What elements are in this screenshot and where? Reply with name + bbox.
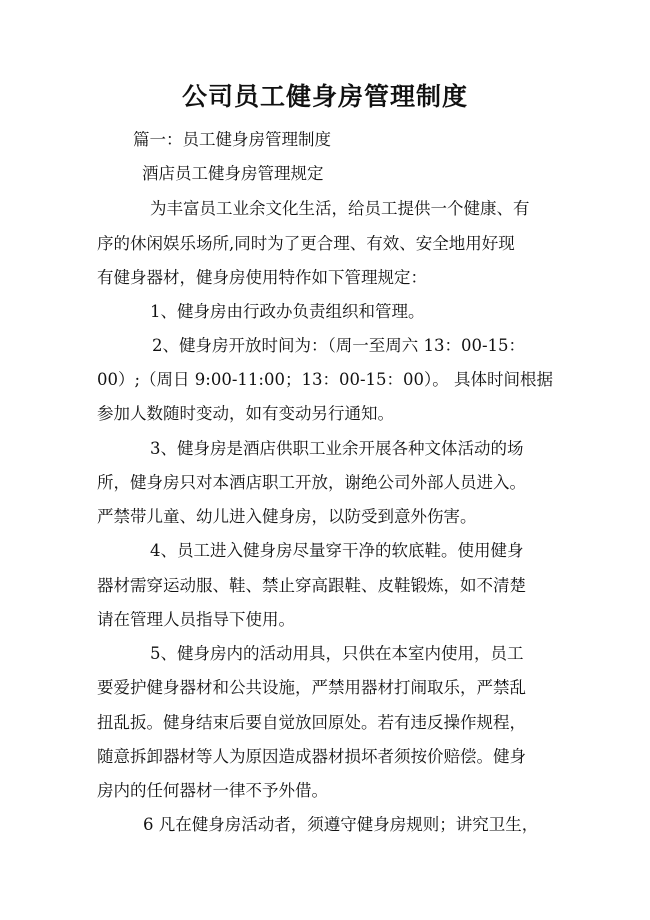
paragraph-line: 要爱护健身器材和公共设施，严禁用器材打闹取乐，严禁乱: [97, 678, 526, 697]
paragraph-line: 扭乱扳。健身结束后要自觉放回原处。若有违反操作规程，: [97, 713, 526, 732]
subheading: 酒店员工健身房管理规定: [142, 164, 324, 183]
paragraph-line: 器材需穿运动服、鞋、禁止穿高跟鞋、皮鞋锻炼，如不清楚: [97, 576, 526, 595]
paragraph-line: 4、员工进入健身房尽量穿干净的软底鞋。使用健身: [150, 541, 524, 560]
section-heading: 篇一：员工健身房管理制度: [133, 130, 331, 149]
paragraph-line: 5、健身房内的活动用具，只供在本室内使用，员工: [150, 644, 524, 663]
paragraph-line: 参加人数随时变动，如有变动另行通知。: [97, 404, 394, 423]
paragraph-line: 随意拆卸器材等人为原因造成器材损坏者须按价赔偿。健身: [97, 747, 526, 766]
paragraph-line: 严禁带儿童、幼儿进入健身房，以防受到意外伤害。: [97, 507, 477, 526]
paragraph-line: 序的休闲娱乐场所,同时为了更合理、有效、安全地用好现: [97, 234, 515, 253]
paragraph-line: 3、健身房是酒店供职工业余开展各种文体活动的场: [150, 439, 524, 458]
paragraph-line: 2、健身房开放时间为：（周一至周六 13：00-15：: [152, 336, 526, 355]
paragraph-line: 6 凡在健身房活动者，须遵守健身房规则；讲究卫生，: [143, 815, 539, 834]
paragraph-line: 所，健身房只对本酒店职工开放，谢绝公司外部人员进入。: [97, 473, 526, 492]
paragraph-line: 1、健身房由行政办负责组织和管理。: [150, 302, 425, 321]
paragraph-line: 为丰富员工业余文化生活，给员工提供一个健康、有: [150, 199, 530, 218]
paragraph-line: 请在管理人员指导下使用。: [97, 610, 295, 629]
paragraph-line: 有健身器材，健身房使用特作如下管理规定：: [97, 268, 427, 287]
paragraph-line: 00）;（周日 9:00-11:00；13：00-15：00）。 具体时间根据: [97, 370, 554, 389]
paragraph-line: 房内的任何器材一律不予外借。: [97, 781, 328, 800]
document-title: 公司员工健身房管理制度: [181, 82, 468, 111]
